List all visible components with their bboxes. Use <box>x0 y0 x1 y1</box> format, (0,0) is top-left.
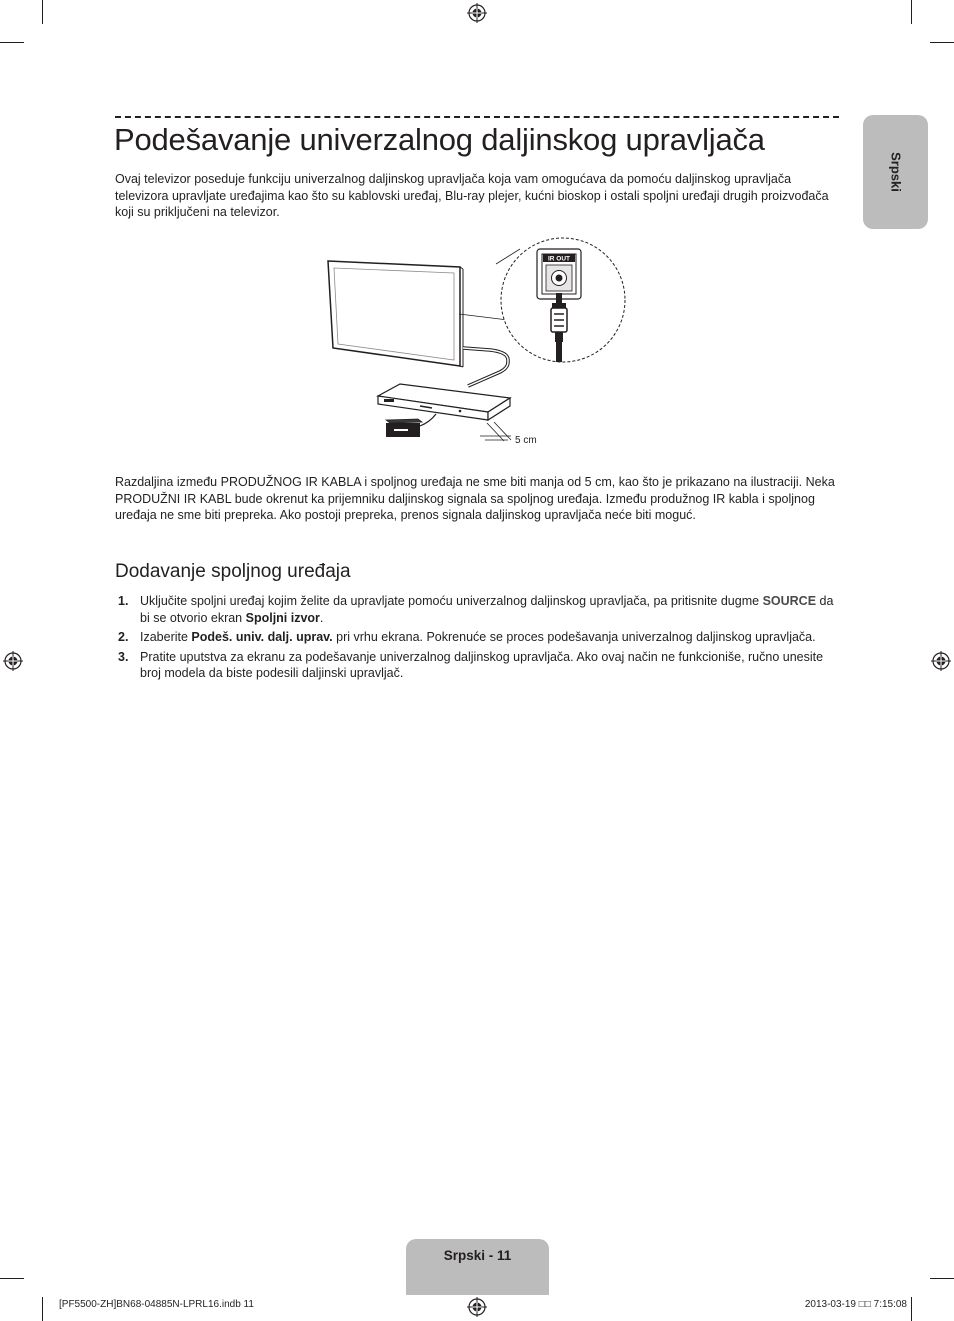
list-item <box>115 649 839 682</box>
step-number: 3. <box>118 649 129 664</box>
list-item <box>115 593 839 626</box>
crop-mark <box>930 1278 954 1279</box>
step-text: Izaberite <box>140 630 192 644</box>
registration-mark-icon <box>467 3 487 23</box>
source-keyword: SOURCE <box>762 594 817 608</box>
crop-mark <box>42 1297 43 1321</box>
distance-label: 5 cm <box>515 435 537 446</box>
set-top-box-illustration <box>378 384 510 420</box>
step-number: 1. <box>118 594 129 608</box>
page-number-tab <box>406 1239 549 1295</box>
intro-paragraph: Ovaj televizor poseduje funkciju univerzalnog daljinskog upravljača koja vam omogućava da pomoću daljinskog upravljača televizora upravljate uređajima kao što su kablovski uređaj, Blu-ray plejer, kućni bioskop i ostali spoljni uređaji drugih proizvođača koji su priključeni na televizor. <box>115 172 829 219</box>
page-title: Podešavanje univerzalnog daljinskog upravljača <box>114 122 765 157</box>
crop-mark <box>42 0 43 24</box>
ir-out-port-label: IR OUT <box>547 255 571 263</box>
registration-mark-icon <box>931 651 951 671</box>
crop-mark <box>0 42 24 43</box>
footer-file-name: [PF5500-ZH]BN68-04885N-LPRL16.indb 11 <box>59 1299 254 1310</box>
distance-marker <box>480 422 511 441</box>
list-item <box>115 629 839 646</box>
footer-timestamp: 2013-03-19 □□ 7:15:08 <box>804 1299 907 1310</box>
page-number: Srpski - 11 <box>443 1248 512 1263</box>
title-dashed-rule <box>115 116 839 118</box>
language-side-tab-label: Srpski <box>888 152 903 192</box>
universal-remote-setup-keyword: Podeš. univ. dalj. uprav. <box>191 630 333 644</box>
registration-mark-icon <box>3 651 23 671</box>
distance-note-paragraph: Razdaljina između PRODUŽNOG IR KABLA i spoljnog uređaja ne sme biti manja od 5 cm, kao što je prikazano na ilustraciji. Neka PRODUŽNI IR KABL bude okrenut ka prijemniku daljinskog signala sa spoljnog uređaja. Između produžnog IR kabla i spoljnog uređaja ne sme biti prepreka. Ako postoji prepreka, prenos signala daljinskog upravljača neće biti moguć. <box>115 475 835 522</box>
ir-out-zoom-detail <box>501 238 625 362</box>
crop-mark <box>911 0 912 24</box>
steps-list <box>115 593 839 685</box>
section-heading: Dodavanje spoljnog uređaja <box>115 561 351 582</box>
step-number: 2. <box>118 630 129 644</box>
crop-mark <box>0 1278 24 1279</box>
step-text: pri vrhu ekrana. Pokrenuće se proces podešavanja univerzalnog daljinskog upravljača. <box>332 630 816 644</box>
crop-mark <box>911 1297 912 1321</box>
ir-extender-illustration <box>320 236 640 450</box>
step-text: . <box>319 610 324 625</box>
tv-illustration <box>328 261 463 367</box>
registration-mark-icon <box>467 1297 487 1317</box>
external-source-keyword: Spoljni izvor <box>245 610 320 625</box>
step-text: Pratite uputstva za ekranu za podešavanje univerzalnog daljinskog upravljača. Ako ovaj način ne funkcioniše, ručno unesite broj modela da biste podesili daljinski upravljač. <box>140 649 824 680</box>
ir-extender-illustration-box <box>386 414 436 437</box>
language-side-tab <box>863 115 928 229</box>
crop-mark <box>930 42 954 43</box>
step-text: da bi se otvorio ekran <box>140 594 834 625</box>
step-text: Uključite spoljni uređaj kojim želite da upravljate pomoću univerzalnog daljinskog upravljača, pa pritisnite dugme <box>140 594 763 608</box>
